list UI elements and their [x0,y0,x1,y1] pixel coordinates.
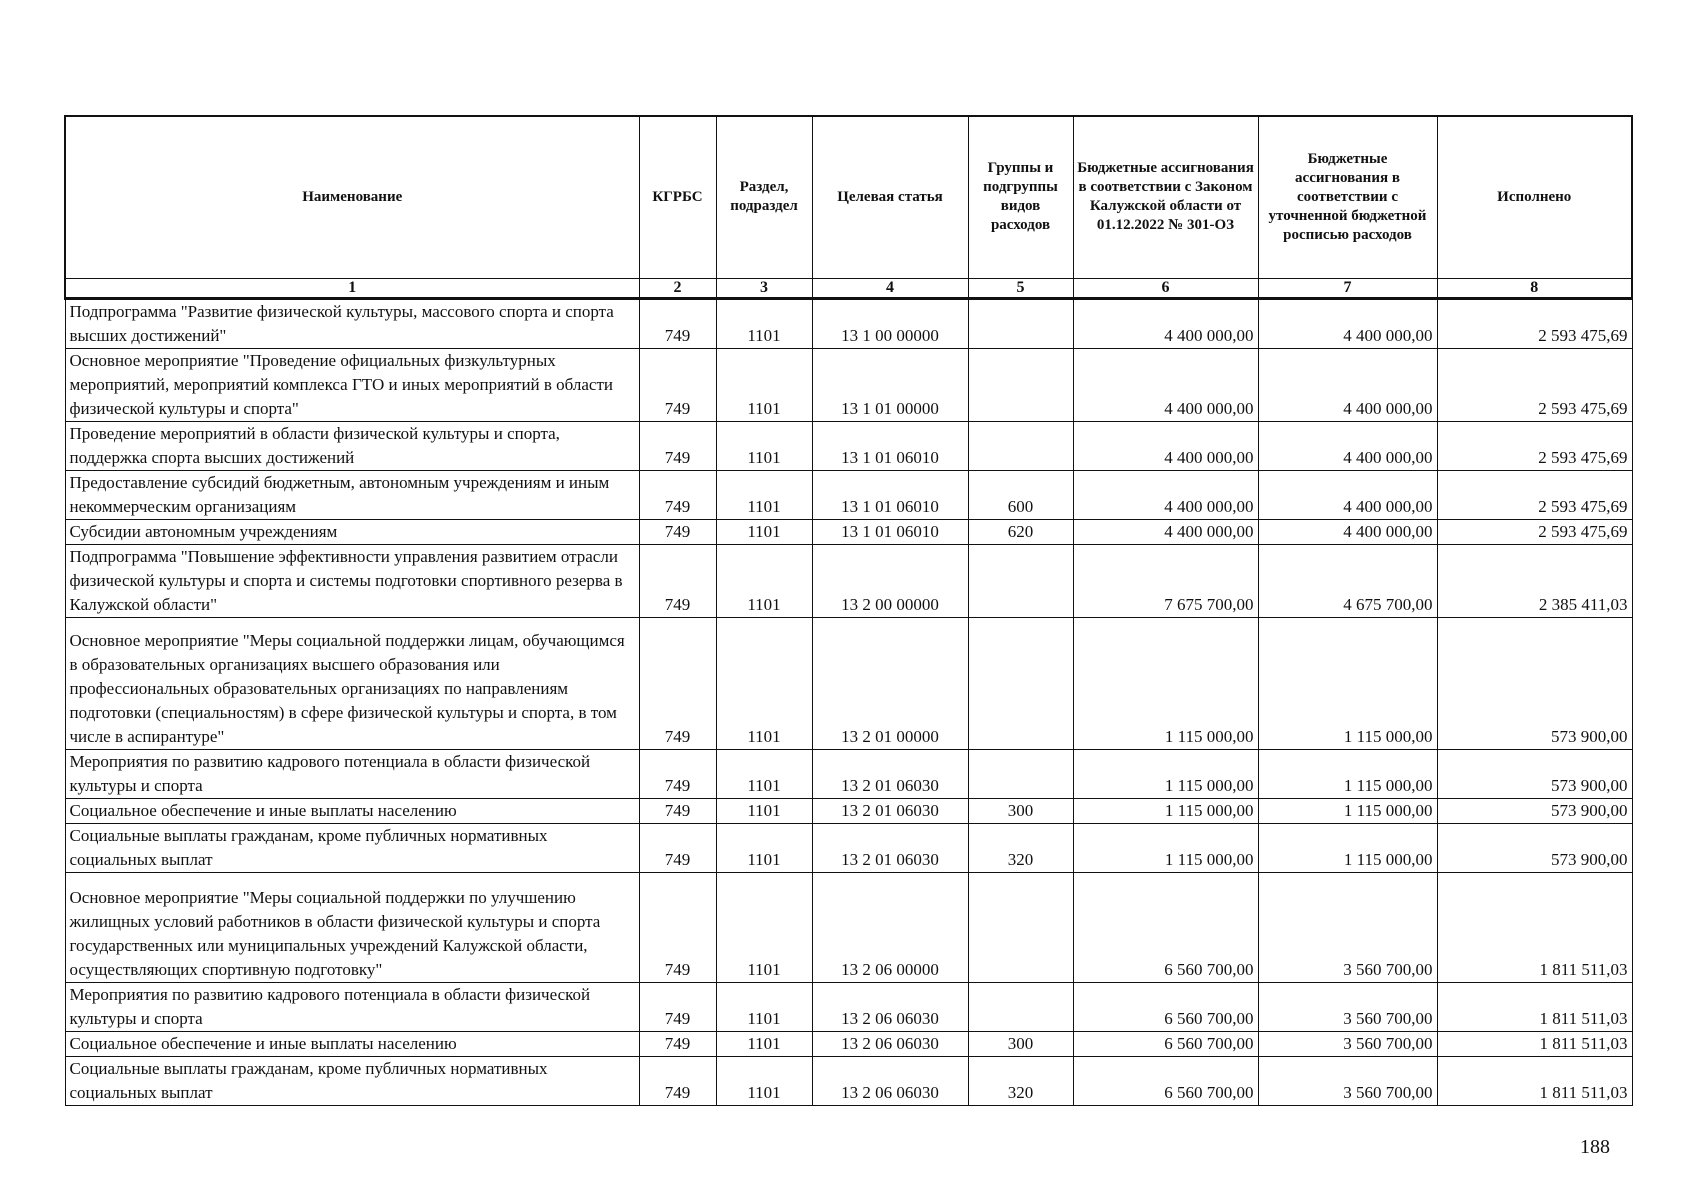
cell-kgrbs: 749 [639,798,716,823]
header-groups: Группы и подгруппы видов расходов [968,116,1073,278]
table-row [65,544,1632,617]
cell-group [968,298,1073,348]
cell-group: 320 [968,1056,1073,1105]
cell-kgrbs: 749 [639,749,716,798]
header-target: Целевая статья [812,116,968,278]
cell-target: 13 2 01 06030 [812,823,968,872]
cell-kgrbs: 749 [639,872,716,982]
cell-refined: 3 560 700,00 [1258,1056,1437,1105]
cell-law: 6 560 700,00 [1073,1031,1258,1056]
header-executed: Исполнено [1437,116,1632,278]
table-row [65,421,1632,470]
cell-executed: 2 593 475,69 [1437,421,1632,470]
cell-name: Основное мероприятие "Меры социальной поддержки лицам, обучающимся в образовательных организациях высшего образования или профессиональных образовательных организациях по направлениям подготовки (специальностям) в сфере физической культуры и спорта, в том числе в аспирантуре" [65,617,639,749]
table-row [65,470,1632,519]
cell-kgrbs: 749 [639,544,716,617]
header-law: Бюджетные ассигнования в соответствии с Законом Калужской области от 01.12.2022 № 301-ОЗ [1073,116,1258,278]
cell-name: Мероприятия по развитию кадрового потенциала в области физической культуры и спорта [65,749,639,798]
cell-executed: 2 385 411,03 [1437,544,1632,617]
cell-target: 13 2 01 06030 [812,798,968,823]
cell-group: 300 [968,798,1073,823]
cell-law: 6 560 700,00 [1073,872,1258,982]
cell-target: 13 1 01 06010 [812,470,968,519]
column-number: 6 [1073,278,1258,298]
cell-executed: 2 593 475,69 [1437,470,1632,519]
cell-executed: 2 593 475,69 [1437,348,1632,421]
cell-name: Субсидии автономным учреждениям [65,519,639,544]
cell-kgrbs: 749 [639,421,716,470]
cell-law: 1 115 000,00 [1073,823,1258,872]
cell-group: 320 [968,823,1073,872]
cell-name: Подпрограмма "Повышение эффективности управления развитием отрасли физической культуры и спорта и системы подготовки спортивного резерва в Калужской области" [65,544,639,617]
cell-target: 13 2 06 06030 [812,1031,968,1056]
column-number: 2 [639,278,716,298]
cell-refined: 4 400 000,00 [1258,298,1437,348]
cell-section: 1101 [716,823,812,872]
cell-group [968,749,1073,798]
cell-refined: 4 400 000,00 [1258,470,1437,519]
table-row [65,872,1632,982]
cell-section: 1101 [716,749,812,798]
cell-section: 1101 [716,470,812,519]
cell-refined: 4 400 000,00 [1258,348,1437,421]
cell-law: 6 560 700,00 [1073,982,1258,1031]
column-number: 3 [716,278,812,298]
cell-refined: 1 115 000,00 [1258,823,1437,872]
table-row [65,1056,1632,1105]
cell-name: Мероприятия по развитию кадрового потенциала в области физической культуры и спорта [65,982,639,1031]
cell-name: Социальное обеспечение и иные выплаты населению [65,1031,639,1056]
cell-law: 7 675 700,00 [1073,544,1258,617]
cell-law: 1 115 000,00 [1073,617,1258,749]
cell-refined: 1 115 000,00 [1258,798,1437,823]
cell-law: 6 560 700,00 [1073,1056,1258,1105]
cell-refined: 4 675 700,00 [1258,544,1437,617]
cell-kgrbs: 749 [639,1031,716,1056]
cell-section: 1101 [716,798,812,823]
cell-section: 1101 [716,519,812,544]
cell-refined: 3 560 700,00 [1258,872,1437,982]
cell-law: 4 400 000,00 [1073,421,1258,470]
cell-group: 600 [968,470,1073,519]
cell-section: 1101 [716,348,812,421]
cell-law: 4 400 000,00 [1073,519,1258,544]
cell-target: 13 2 00 00000 [812,544,968,617]
cell-target: 13 1 01 06010 [812,519,968,544]
cell-name: Подпрограмма "Развитие физической культуры, массового спорта и спорта высших достижений" [65,298,639,348]
header-refined: Бюджетные ассигнования в соответствии с уточненной бюджетной росписью расходов [1258,116,1437,278]
cell-target: 13 2 01 06030 [812,749,968,798]
cell-section: 1101 [716,1056,812,1105]
cell-executed: 2 593 475,69 [1437,519,1632,544]
column-number: 1 [65,278,639,298]
cell-target: 13 1 01 06010 [812,421,968,470]
table-body [65,298,1632,1105]
cell-section: 1101 [716,544,812,617]
cell-refined: 4 400 000,00 [1258,519,1437,544]
cell-kgrbs: 749 [639,298,716,348]
cell-section: 1101 [716,982,812,1031]
cell-executed: 573 900,00 [1437,749,1632,798]
cell-group [968,982,1073,1031]
column-number: 8 [1437,278,1632,298]
cell-executed: 1 811 511,03 [1437,872,1632,982]
cell-target: 13 1 00 00000 [812,298,968,348]
cell-group [968,872,1073,982]
table-row [65,982,1632,1031]
cell-group [968,617,1073,749]
cell-kgrbs: 749 [639,982,716,1031]
table-row [65,348,1632,421]
cell-kgrbs: 749 [639,617,716,749]
cell-law: 4 400 000,00 [1073,298,1258,348]
cell-kgrbs: 749 [639,1056,716,1105]
budget-table [64,115,1633,1106]
cell-executed: 573 900,00 [1437,617,1632,749]
cell-group: 620 [968,519,1073,544]
cell-name: Социальное обеспечение и иные выплаты населению [65,798,639,823]
cell-refined: 3 560 700,00 [1258,1031,1437,1056]
cell-section: 1101 [716,617,812,749]
column-number: 7 [1258,278,1437,298]
cell-name: Социальные выплаты гражданам, кроме публичных нормативных социальных выплат [65,823,639,872]
cell-group: 300 [968,1031,1073,1056]
cell-kgrbs: 749 [639,519,716,544]
header-name: Наименование [65,116,639,278]
cell-name: Проведение мероприятий в области физической культуры и спорта, поддержка спорта высших достижений [65,421,639,470]
cell-kgrbs: 749 [639,823,716,872]
column-number: 5 [968,278,1073,298]
cell-kgrbs: 749 [639,470,716,519]
cell-law: 1 115 000,00 [1073,798,1258,823]
table-row [65,1031,1632,1056]
table-row [65,798,1632,823]
column-numbers-row [65,278,1632,298]
cell-law: 4 400 000,00 [1073,348,1258,421]
cell-law: 4 400 000,00 [1073,470,1258,519]
cell-kgrbs: 749 [639,348,716,421]
cell-refined: 1 115 000,00 [1258,617,1437,749]
cell-name: Основное мероприятие "Меры социальной поддержки по улучшению жилищных условий работников в области физической культуры и спорта государственных или муниципальных учреждений Калужской области, осуществляющих спортивную подготовку" [65,872,639,982]
table-row [65,519,1632,544]
table-header [65,116,1632,298]
table-row [65,617,1632,749]
cell-section: 1101 [716,421,812,470]
cell-executed: 1 811 511,03 [1437,1031,1632,1056]
cell-refined: 1 115 000,00 [1258,749,1437,798]
cell-section: 1101 [716,1031,812,1056]
column-number: 4 [812,278,968,298]
header-kgrbs: КГРБС [639,116,716,278]
cell-name: Социальные выплаты гражданам, кроме публичных нормативных социальных выплат [65,1056,639,1105]
cell-executed: 1 811 511,03 [1437,1056,1632,1105]
table-row [65,823,1632,872]
table-row [65,298,1632,348]
cell-target: 13 2 06 00000 [812,872,968,982]
cell-section: 1101 [716,872,812,982]
cell-group [968,421,1073,470]
cell-executed: 573 900,00 [1437,823,1632,872]
cell-law: 1 115 000,00 [1073,749,1258,798]
header-section: Раздел, подраздел [716,116,812,278]
cell-name: Предоставление субсидий бюджетным, автономным учреждениям и иным некоммерческим организациям [65,470,639,519]
cell-executed: 573 900,00 [1437,798,1632,823]
cell-refined: 3 560 700,00 [1258,982,1437,1031]
cell-name: Основное мероприятие "Проведение официальных физкультурных мероприятий, мероприятий комплекса ГТО и иных мероприятий в области физической культуры и спорта" [65,348,639,421]
page-number: 188 [1580,1136,1610,1158]
cell-executed: 1 811 511,03 [1437,982,1632,1031]
cell-group [968,544,1073,617]
cell-refined: 4 400 000,00 [1258,421,1437,470]
cell-target: 13 2 06 06030 [812,1056,968,1105]
cell-section: 1101 [716,298,812,348]
table-row [65,749,1632,798]
cell-group [968,348,1073,421]
cell-target: 13 1 01 00000 [812,348,968,421]
cell-executed: 2 593 475,69 [1437,298,1632,348]
cell-target: 13 2 01 00000 [812,617,968,749]
cell-target: 13 2 06 06030 [812,982,968,1031]
